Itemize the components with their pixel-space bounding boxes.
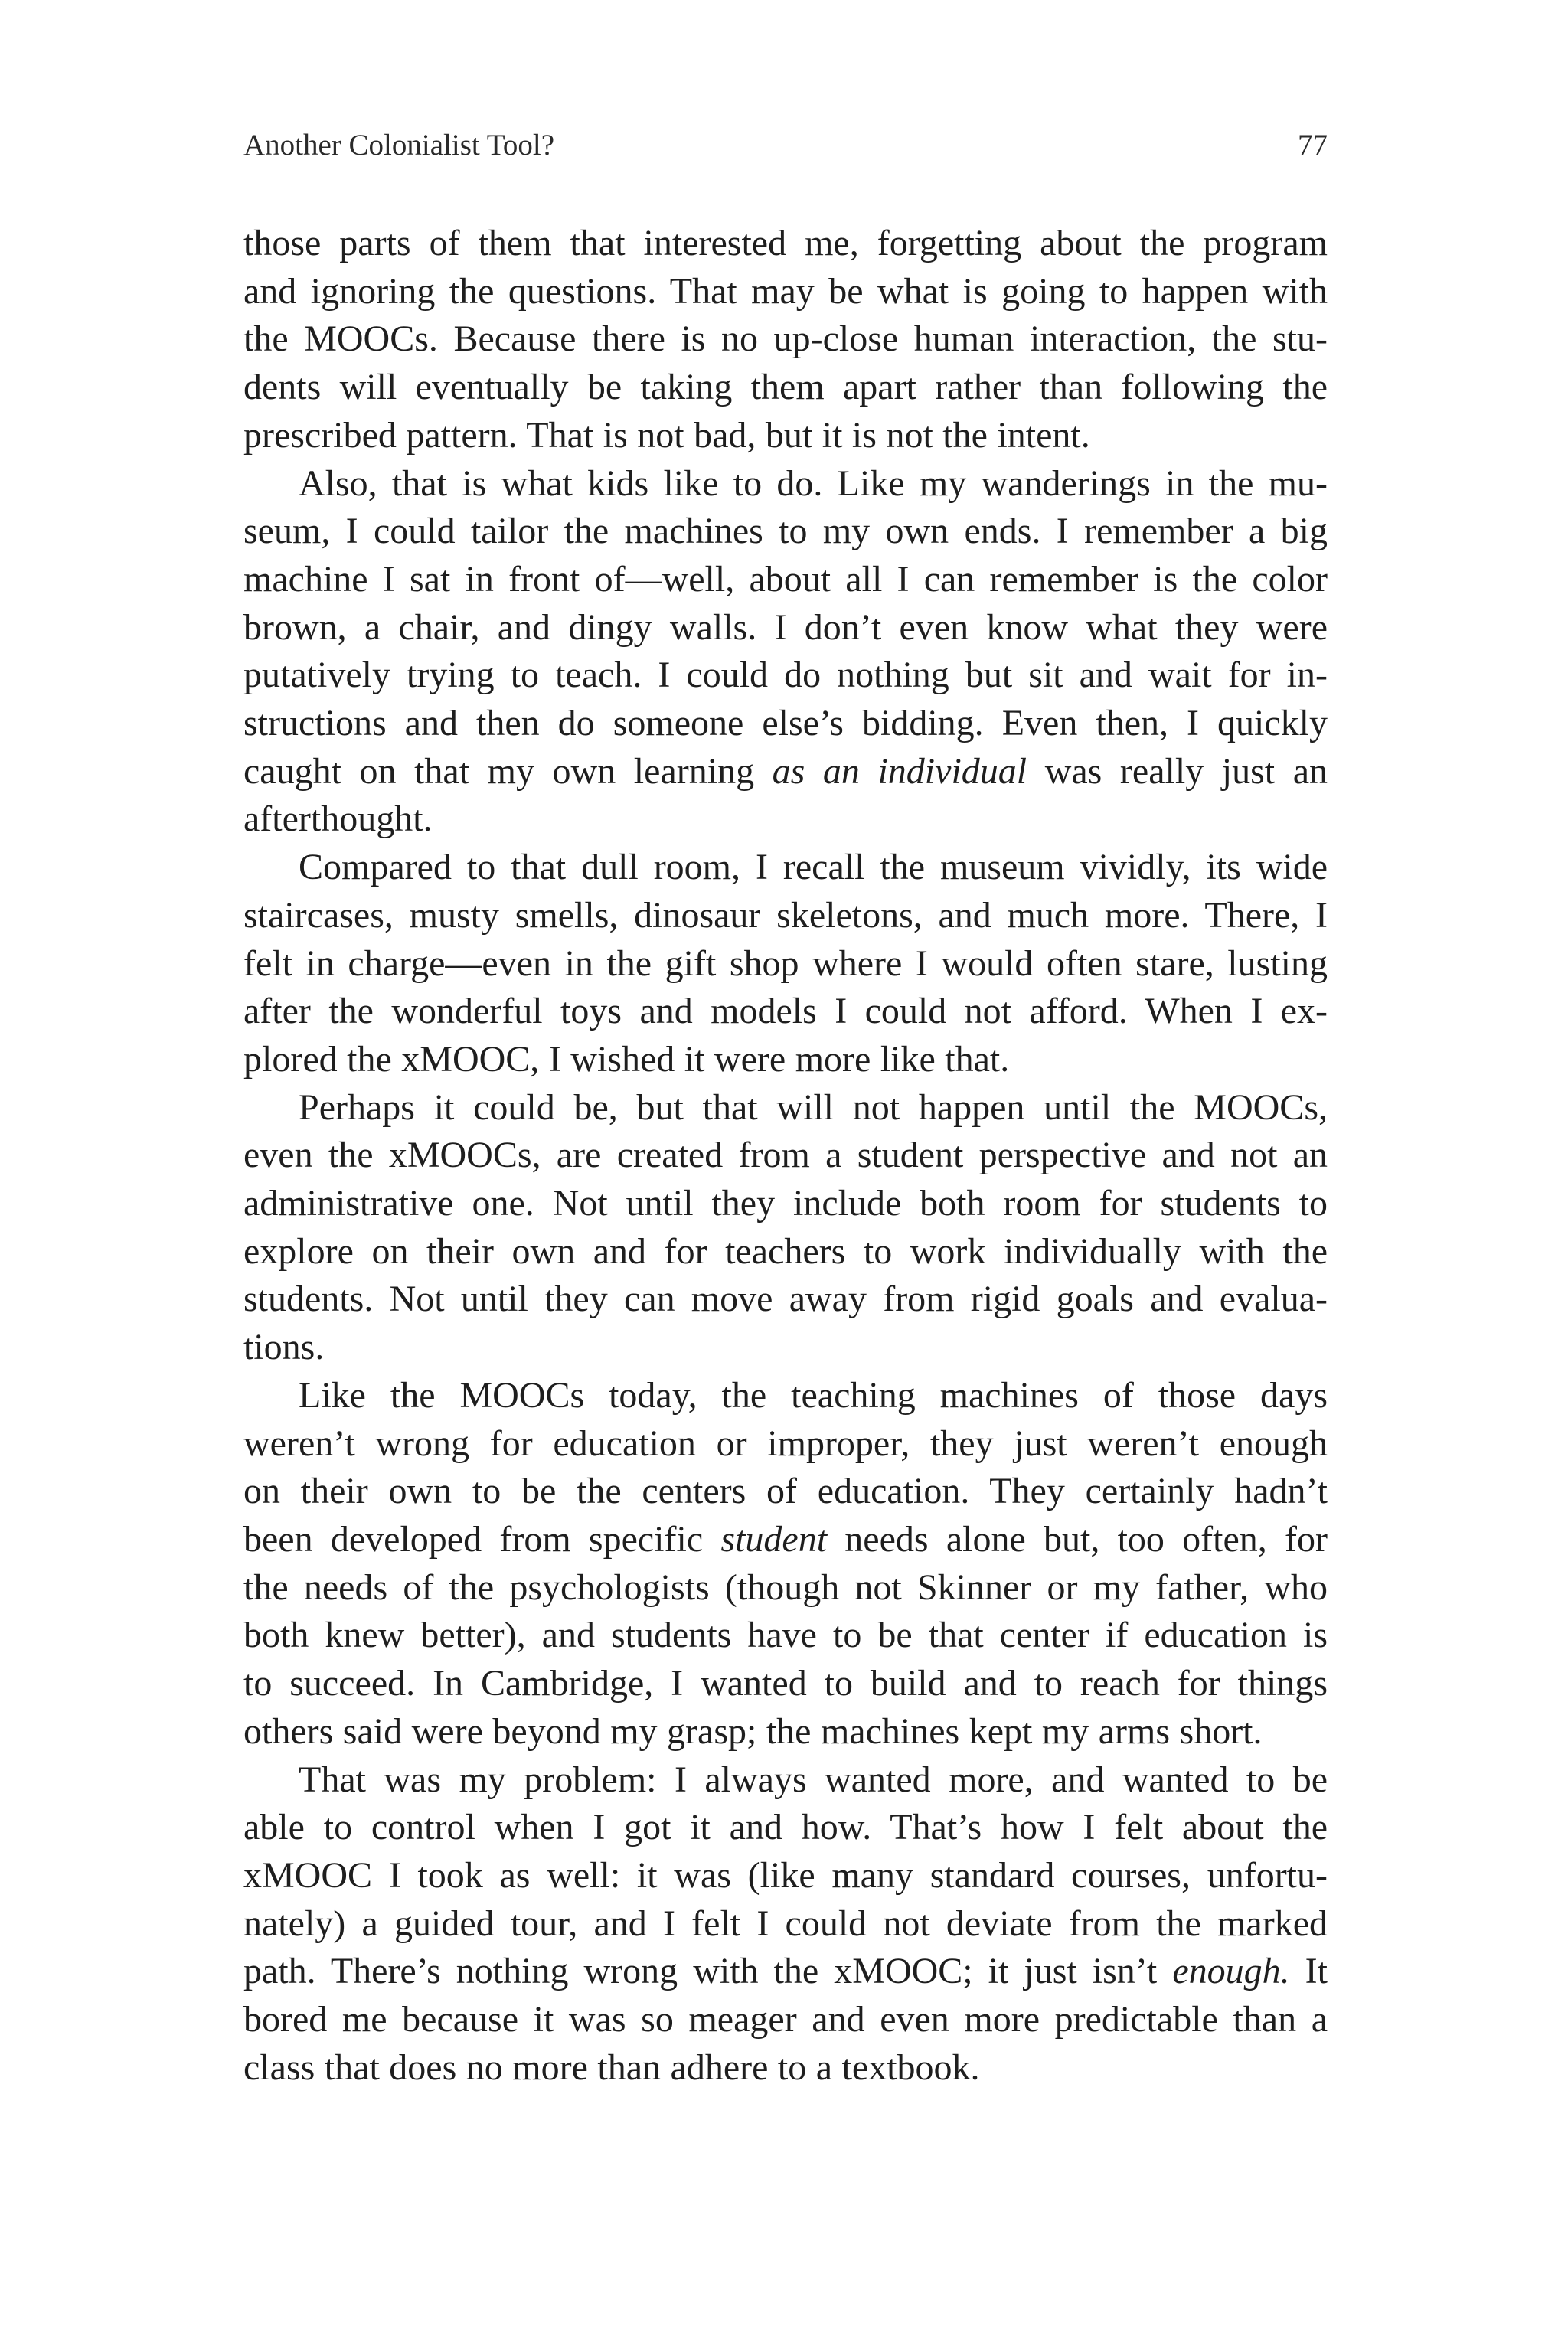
body-text [243, 220, 1328, 2092]
paragraph-4 [243, 1084, 1328, 1372]
text-line-mixed [243, 1948, 1328, 1996]
text-line: That was my problem: I always wanted more, and wanted to be [299, 1759, 1328, 1800]
text-line: Compared to that dull room, I recall the museum vividly, its wide [299, 847, 1328, 888]
text-line: brown, a chair, and dingy walls. I don’t even know what they were [243, 606, 1328, 648]
text-line: felt in charge—even in the gift shop where I would often stare, lusting [243, 942, 1328, 984]
text-segment: needs alone but, too often, for [827, 1518, 1328, 1560]
text-line: others said were beyond my grasp; the machines kept my arms short. [243, 1710, 1263, 1752]
italic-word: enough. [1172, 1951, 1290, 1992]
text-line-mixed [243, 748, 1328, 796]
text-line: putatively trying to teach. I could do nothing but sit and wait for in- [243, 655, 1328, 696]
text-line: and ignoring the questions. That may be what is going to happen with [243, 270, 1328, 312]
text-line: dents will eventually be taking them apart rather than following the [243, 367, 1328, 408]
text-line: after the wonderful toys and models I could not afford. When I ex- [243, 991, 1328, 1032]
text-line: the needs of the psychologists (though not Skinner or my father, who [243, 1566, 1328, 1608]
text-line: administrative one. Not until they include both room for students to [243, 1183, 1328, 1224]
text-line: the MOOCs. Because there is no up-close human interaction, the stu- [243, 318, 1328, 360]
text-line: machine I sat in front of—well, about all I can remember is the color [243, 558, 1328, 599]
text-line-mixed [243, 1516, 1328, 1564]
text-segment: path. There’s nothing wrong with the xMOOC; it just isn’t [243, 1951, 1173, 1992]
italic-word: student [720, 1518, 828, 1560]
text-segment: It [1289, 1951, 1328, 1992]
text-line: on their own to be the centers of education. They certainly hadn’t [243, 1471, 1328, 1512]
text-line: Also, that is what kids like to do. Like my wanderings in the mu- [299, 462, 1328, 504]
paragraph-6 [243, 1756, 1328, 2092]
text-line: able to control when I got it and how. That’s how I felt about the [243, 1807, 1328, 1848]
text-segment: been developed from specific [243, 1518, 721, 1560]
text-line: afterthought. [243, 799, 433, 840]
text-line: staircases, musty smells, dinosaur skeletons, and much more. There, I [243, 894, 1328, 936]
text-line: even the xMOOCs, are created from a student perspective and not an [243, 1135, 1328, 1176]
text-line: prescribed pattern. That is not bad, but it is not the intent. [243, 414, 1090, 456]
page-number: 77 [1298, 129, 1328, 162]
text-line: class that does no more than adhere to a textbook. [243, 2047, 980, 2088]
text-line: tions. [243, 1327, 325, 1368]
text-line: to succeed. In Cambridge, I wanted to build and to reach for things [243, 1663, 1328, 1704]
text-line: seum, I could tailor the machines to my own ends. I remember a big [243, 511, 1328, 552]
text-line: weren’t wrong for education or improper, they just weren’t enough [243, 1423, 1328, 1464]
paragraph-1 [243, 220, 1328, 460]
text-line: those parts of them that interested me, forgetting about the program [243, 223, 1328, 263]
text-line: both knew better), and students have to be that center if education is [243, 1615, 1328, 1656]
text-segment: was really just an [1027, 750, 1328, 792]
paragraph-2 [243, 460, 1328, 844]
paragraph-5 [243, 1372, 1328, 1756]
text-line: nately) a guided tour, and I felt I could not deviate from the marked [243, 1903, 1328, 1944]
text-line: xMOOC I took as well: it was (like many standard courses, unfortu- [243, 1854, 1328, 1896]
text-line: plored the xMOOC, I wished it were more like that. [243, 1038, 1010, 1080]
text-line: bored me because it was so meager and even more predictable than a [243, 1999, 1328, 2040]
text-line: Like the MOOCs today, the teaching machines of those days [299, 1374, 1328, 1416]
running-title: Another Colonialist Tool? [243, 129, 555, 162]
text-line: Perhaps it could be, but that will not happen until the MOOCs, [299, 1086, 1328, 1128]
text-line: structions and then do someone else’s bidding. Even then, I quickly [243, 703, 1328, 744]
italic-phrase: as an individual [772, 750, 1027, 792]
text-segment: caught on that my own learning [243, 750, 773, 792]
running-head [243, 124, 1328, 167]
text-line: students. Not until they can move away from rigid goals and evalua- [243, 1279, 1328, 1320]
paragraph-3 [243, 844, 1328, 1084]
text-line: explore on their own and for teachers to work individually with the [243, 1230, 1328, 1272]
